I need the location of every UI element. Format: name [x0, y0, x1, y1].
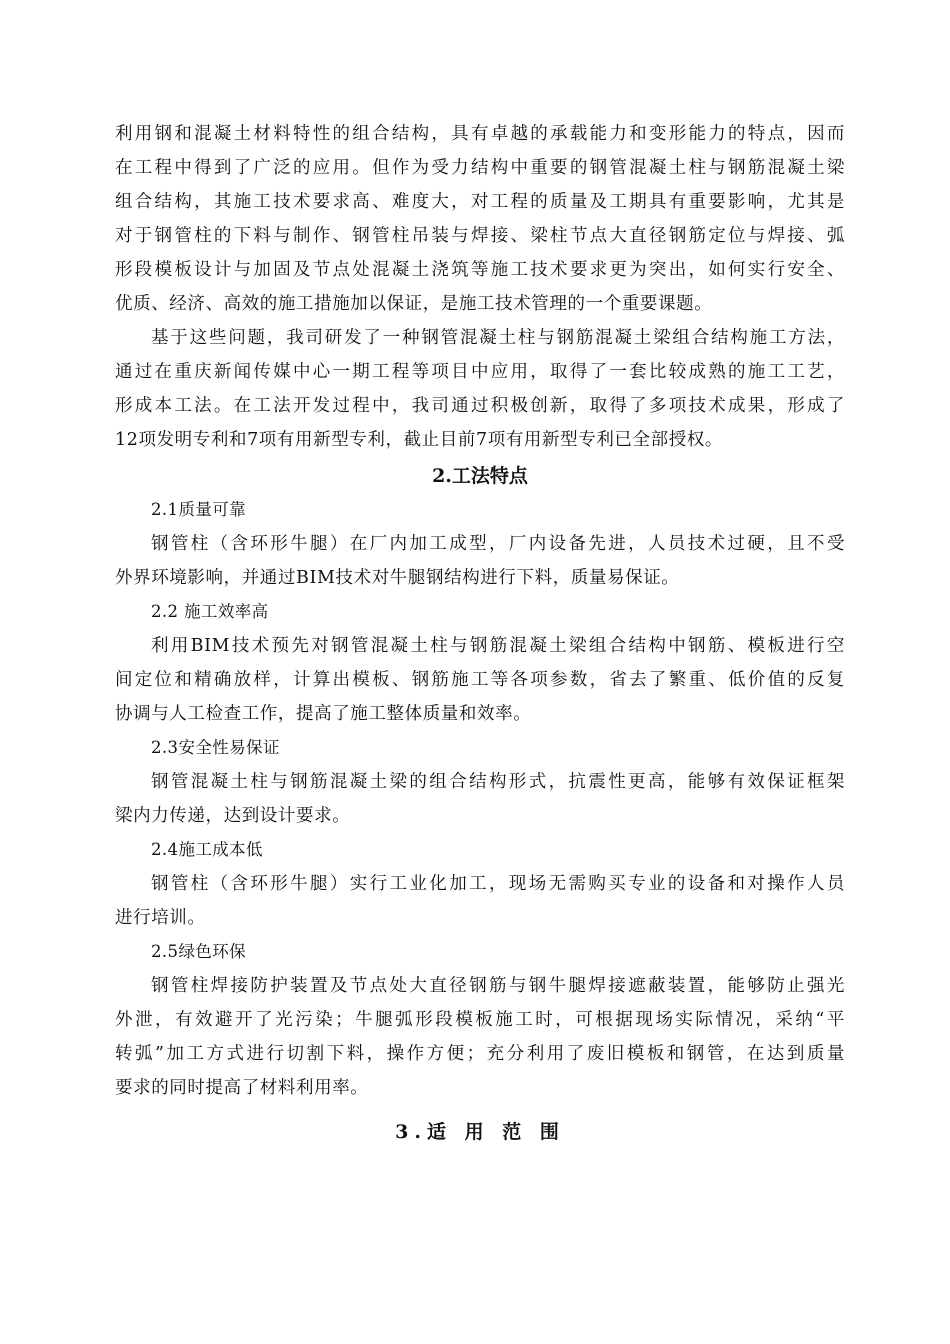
text-line: 基于这些问题，我司研发了一种钢管混凝土柱与钢筋混凝土梁组合结构施工方法， — [151, 328, 845, 348]
text-line: 进行培训。 — [115, 908, 206, 928]
subsection-2-5 — [115, 935, 845, 1105]
text-line: 转弧”加工方式进行切割下料，操作方便；充分利用了废旧模板和钢管，在达到质量 — [115, 1044, 845, 1064]
text-line: 通过在重庆新闻传媒中心一期工程等项目中应用，取得了一套比较成熟的施工工艺， — [115, 362, 845, 382]
text-line: 间定位和精确放样，计算出模板、钢筋施工等各项参数，省去了繁重、低价值的反复 — [115, 670, 845, 690]
section-heading: 3.适 用 范 围 — [395, 1121, 565, 1143]
text-line: 协调与人工检查工作，提高了施工整体质量和效率。 — [115, 704, 532, 724]
section-heading: 2.工法特点 — [432, 465, 528, 487]
text-line: 优质、经济、高效的施工措施加以保证，是施工技术管理的一个重要课题。 — [115, 294, 713, 314]
document-page — [115, 117, 845, 1149]
text-line: 形段模板设计与加固及节点处混凝土浇筑等施工技术要求更为突出，如何实行安全、 — [115, 260, 845, 280]
text-line: 外泄，有效避开了光污染；牛腿弧形段模板施工时，可根据现场实际情况，采纳“平 — [115, 1010, 845, 1030]
subsection-2-4 — [115, 833, 845, 935]
intro-paragraph-2 — [115, 321, 845, 457]
subsection-2-2 — [115, 595, 845, 731]
text-line: 对于钢管柱的下料与制作、钢管柱吊装与焊接、梁柱节点大直径钢筋定位与焊接、弧 — [115, 226, 845, 246]
subsection-2-3 — [115, 731, 845, 833]
text-line: 外界环境影响，并通过BIM技术对牛腿钢结构进行下料，质量易保证。 — [115, 568, 680, 588]
text-line: 钢管柱（含环形牛腿）实行工业化加工，现场无需购买专业的设备和对操作人员 — [151, 874, 845, 894]
text-line: 利用钢和混凝土材料特性的组合结构，具有卓越的承载能力和变形能力的特点，因而 — [115, 124, 845, 144]
text-line: 组合结构，其施工技术要求高、难度大，对工程的质量及工期具有重要影响，尤其是 — [115, 192, 845, 212]
text-line: 钢管混凝土柱与钢筋混凝土梁的组合结构形式，抗震性更高，能够有效保证框架 — [151, 772, 845, 792]
intro-paragraph-1 — [115, 117, 845, 321]
text-line: 利用BIM技术预先对钢管混凝土柱与钢筋混凝土梁组合结构中钢筋、模板进行空 — [151, 636, 845, 656]
text-line: 钢管柱焊接防护装置及节点处大直径钢筋与钢牛腿焊接遮蔽装置，能够防止强光 — [151, 976, 845, 996]
subsection-heading: 2.4施工成本低 — [151, 840, 263, 859]
text-line: 梁内力传递，达到设计要求。 — [115, 806, 351, 826]
text-line: 钢管柱（含环形牛腿）在厂内加工成型，厂内设备先进，人员技术过硬，且不受 — [151, 534, 845, 554]
subsection-2-1 — [115, 493, 845, 595]
text-line: 在工程中得到了广泛的应用。但作为受力结构中重要的钢管混凝土柱与钢筋混凝土梁 — [115, 158, 845, 178]
subsection-heading: 2.3安全性易保证 — [151, 738, 280, 757]
subsection-heading: 2.2 施工效率高 — [151, 602, 269, 621]
text-line: 12项发明专利和7项有用新型专利，截止目前7项有用新型专利已全部授权。 — [115, 430, 724, 450]
subsection-heading: 2.1质量可靠 — [151, 500, 247, 519]
text-line: 形成本工法。在工法开发过程中，我司通过积极创新，取得了多项技术成果，形成了 — [115, 396, 845, 416]
text-line: 要求的同时提高了材料利用率。 — [115, 1078, 369, 1098]
subsection-heading: 2.5绿色环保 — [151, 942, 247, 961]
